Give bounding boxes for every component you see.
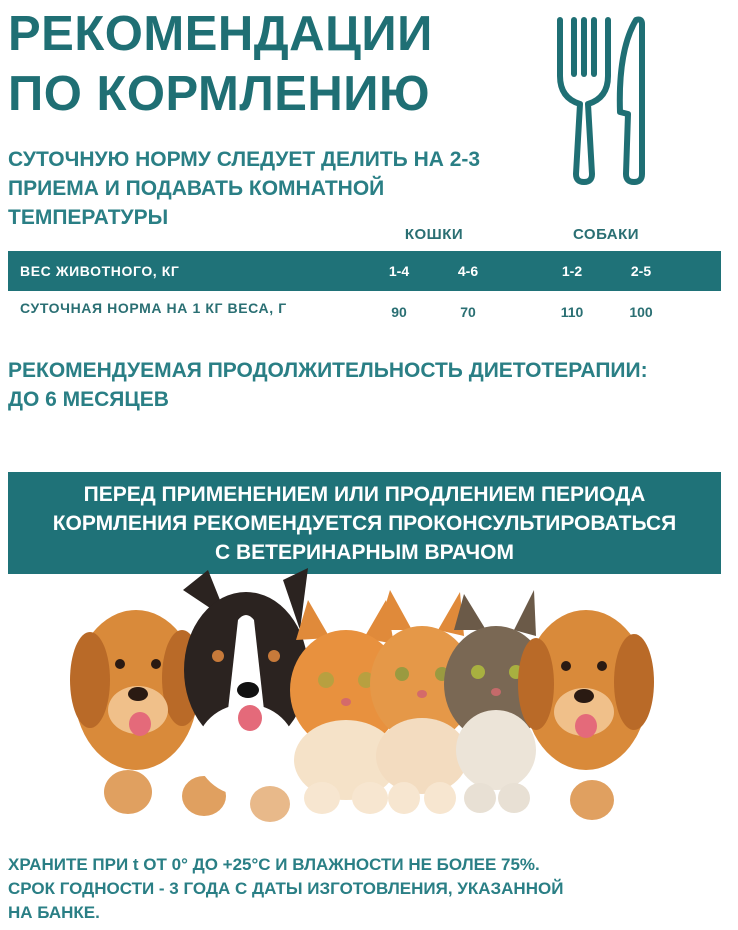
intro-line-3: ТЕМПЕРАТУРЫ: [8, 206, 169, 229]
intro-line-1: СУТОЧНУЮ НОРМУ СЛЕДУЕТ ДЕЛИТЬ НА 2-3: [8, 148, 481, 171]
weight-row-label: ВЕС ЖИВОТНОГО, КГ: [20, 263, 180, 279]
pets-illustration: [68, 560, 658, 838]
cutlery-icon: [552, 14, 664, 186]
notice-line-1: ПЕРЕД ПРИМЕНЕНИЕМ ИЛИ ПРОДЛЕНИЕМ ПЕРИОДА: [83, 483, 646, 506]
table-cell: 4-6: [457, 263, 479, 279]
vet-consult-banner: [8, 472, 721, 574]
table-row-weight: [8, 251, 721, 291]
table-cell: 110: [560, 304, 584, 320]
table-cell: 90: [391, 304, 407, 320]
table-cell: 2-5: [630, 263, 652, 279]
feeding-intro: [8, 145, 568, 232]
table-cell: 70: [460, 304, 476, 320]
notice-line-2: КОРМЛЕНИЯ РЕКОМЕНДУЕТСЯ ПРОКОНСУЛЬТИРОВАТЬСЯ: [52, 512, 677, 535]
table-row-daily-norm: [8, 291, 721, 331]
species-cats-header: КОШКИ: [404, 226, 464, 243]
page-title: [8, 4, 548, 124]
table-cell: 1-2: [561, 263, 583, 279]
title-line-2: ПО КОРМЛЕНИЮ: [8, 67, 431, 121]
intro-line-2: ПРИЕМА И ПОДАВАТЬ КОМНАТНОЙ: [8, 177, 385, 200]
storage-conditions: [8, 853, 728, 925]
duration-line-1: РЕКОМЕНДУЕМАЯ ПРОДОЛЖИТЕЛЬНОСТЬ ДИЕТОТЕРАПИИ:: [8, 359, 648, 382]
title-line-1: РЕКОМЕНДАЦИИ: [8, 7, 433, 61]
species-dogs-header: СОБАКИ: [572, 226, 640, 243]
storage-line-2: СРОК ГОДНОСТИ - 3 ГОДА С ДАТЫ ИЗГОТОВЛЕНИЯ, УКАЗАННОЙ: [8, 879, 564, 898]
dog-golden-right: [518, 610, 654, 820]
norm-row-label: СУТОЧНАЯ НОРМА НА 1 КГ ВЕСА, Г: [20, 300, 287, 316]
duration-line-2: ДО 6 МЕСЯЦЕВ: [8, 388, 169, 411]
table-cell: 100: [629, 304, 653, 320]
therapy-duration: [8, 356, 728, 414]
table-cell: 1-4: [388, 263, 410, 279]
storage-line-3: НА БАНКЕ.: [8, 903, 100, 922]
notice-line-3: С ВЕТЕРИНАРНЫМ ВРАЧОМ: [215, 541, 514, 564]
storage-line-1: ХРАНИТЕ ПРИ t ОТ 0° ДО +25°С И ВЛАЖНОСТИ НЕ БОЛЕЕ 75%.: [8, 855, 540, 874]
